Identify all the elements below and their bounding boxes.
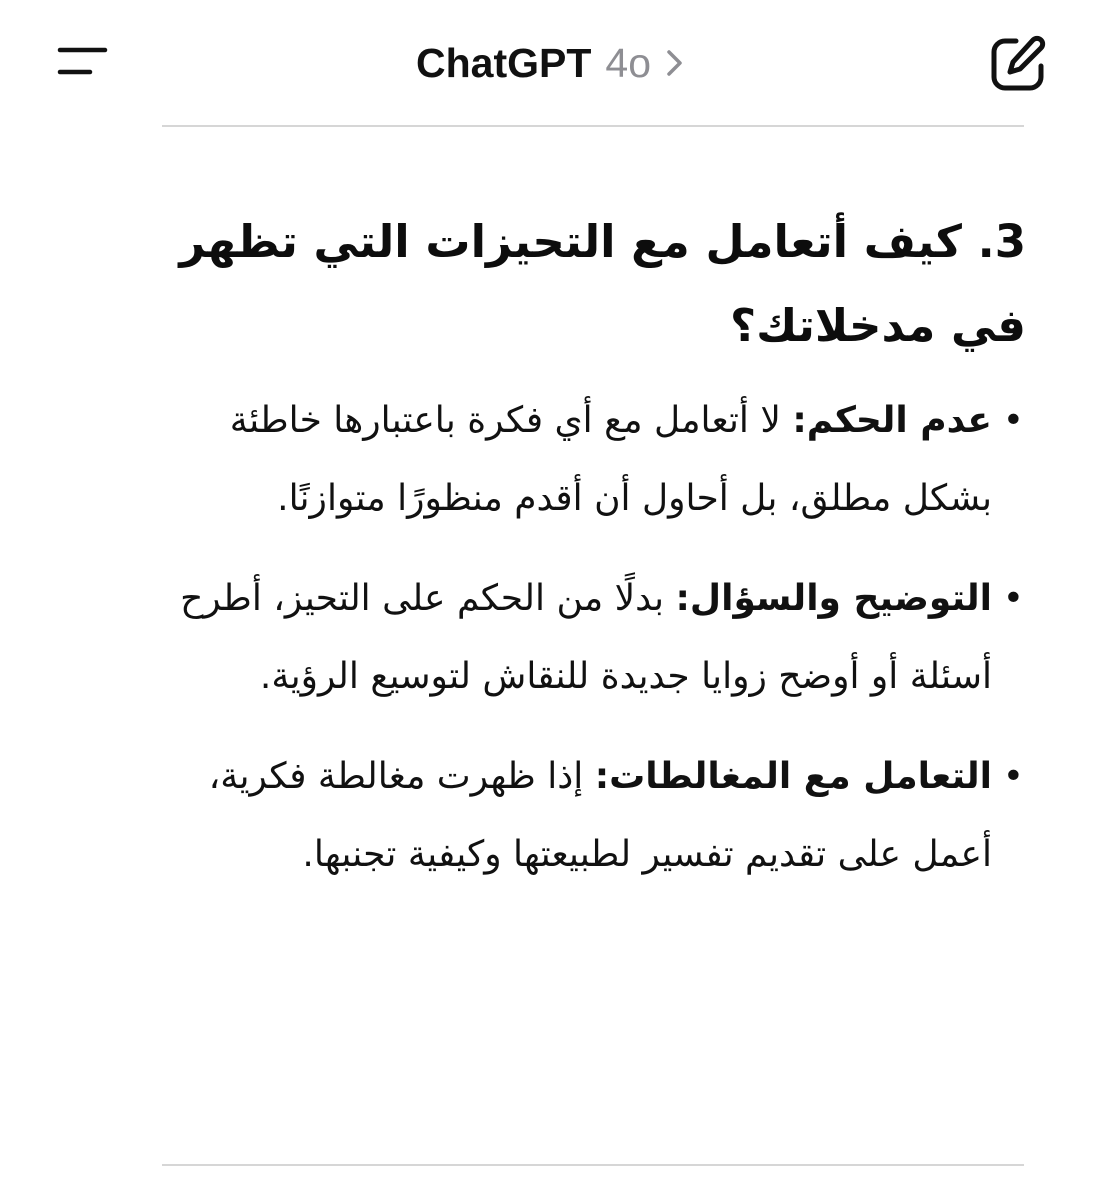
bullet-dot: • [1002,400,1024,441]
top-bar [0,0,1101,128]
app-title: ChatGPT [415,39,592,86]
bullet-dot: • [1002,756,1024,797]
bullet-title: عدم الحكم: [792,400,992,441]
list-item [160,560,1026,716]
section-heading [160,200,1026,368]
list-item [160,382,1026,538]
bullet-title: التعامل مع المغالطات: [594,756,992,797]
list-item [160,738,1026,894]
bullet-title: التوضيح والسؤال: [675,578,992,619]
bullet-text: إذا ظهرت مغالطة فكرية، أعمل على تقديم تفسير لطبيعتها وكيفية تجنبها. [208,756,992,875]
assistant-message [160,200,1026,916]
header-divider [162,125,1024,127]
bullet-text: لا أتعامل مع أي فكرة باعتبارها خاطئة بشكل مطلق، بل أحاول أن أقدم منظورًا متوازنًا. [229,400,992,519]
bullet-text: بدلًا من الحكم على التحيز، أطرح أسئلة أو أوضح زوايا جديدة للنقاش لتوسيع الرؤية. [180,578,992,697]
bullet-list [160,382,1026,894]
model-name: 4o [605,39,651,86]
footer-divider [162,1164,1024,1166]
heading-number: 3. [977,215,1026,268]
compose-icon [986,81,1050,100]
chevron-right-icon [665,48,685,78]
heading-text: كيف أتعامل مع التحيزات التي تظهر في مدخلاتك؟ [179,215,1026,352]
model-selector[interactable] [0,34,1101,92]
new-chat-button[interactable] [986,32,1050,96]
bullet-dot: • [1002,578,1024,619]
